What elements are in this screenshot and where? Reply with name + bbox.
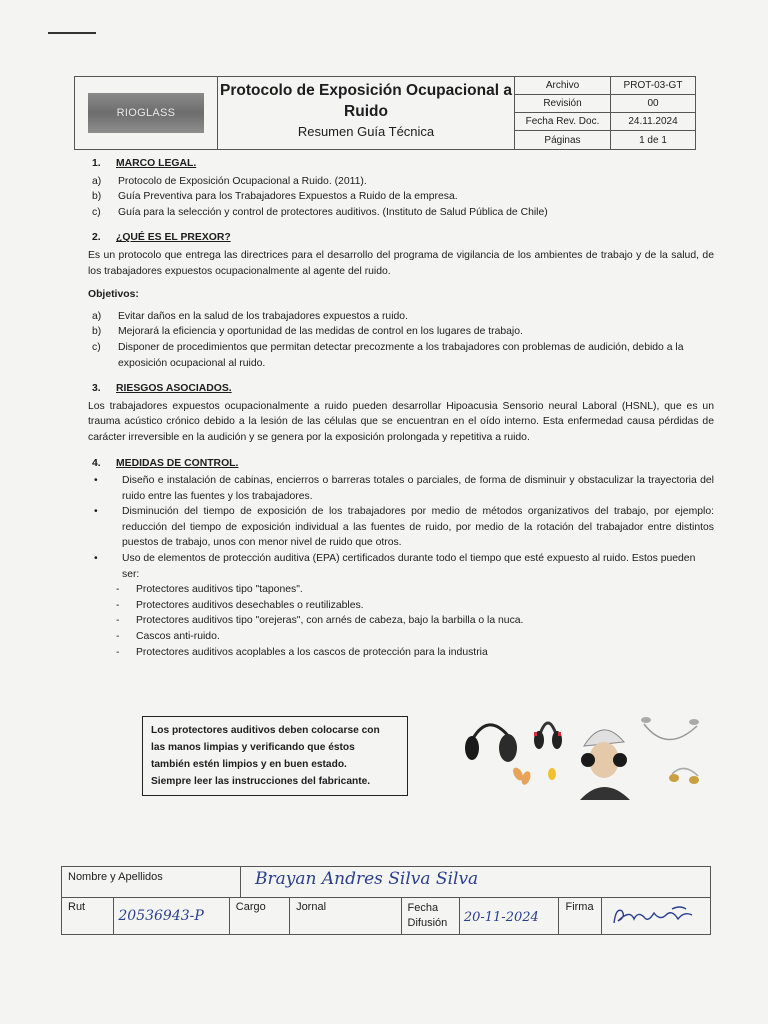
section-title: RIESGOS ASOCIADOS. — [116, 383, 232, 395]
meta-label-paginas: Páginas — [515, 131, 611, 149]
acknowledgement-form — [61, 866, 711, 935]
rut-field[interactable] — [114, 898, 229, 934]
top-mark-line — [48, 32, 96, 34]
meta-label-revision: Revisión — [515, 95, 611, 113]
fecha-label: Fecha Difusión — [402, 898, 460, 934]
name-handwritten: Brayan Andres Silva Silva — [255, 869, 479, 889]
document-meta-table — [515, 77, 695, 149]
list-item: b) Mejorará la eficiencia y oportunidad de las medidas de control en los lugares de trabajo. — [92, 326, 523, 338]
meta-label-archivo: Archivo — [515, 77, 611, 95]
section-paragraph: Los trabajadores expuestos ocupacionalmente a ruido pueden desarrollar Hipoacusia Sensorio neural Laboral (HSNL), que es un trauma acústico crónico debido a la lesión de las células que se encuentran en el oído interno. Esta enfermedad causa pérdidas de carácter irreversible en la audición y se genera por la exposición prolongada y repetitiva a ruido. — [88, 400, 714, 443]
list-item: c) Guía para la selección y control de protectores auditivos. (Instituto de Salud Pública de Chile) — [92, 206, 548, 218]
sub-list-item: - Protectores auditivos desechables o reutilizables. — [116, 599, 364, 611]
list-item: a) Protocolo de Exposición Ocupacional a Ruido. (2011). — [92, 175, 367, 187]
meta-value-archivo: PROT-03-GT — [611, 77, 695, 95]
company-logo: RIOGLASS — [88, 93, 204, 133]
corded-earplugs-icon — [641, 717, 699, 784]
bullet-item: • Uso de elementos de protección auditiva (EPA) certificados durante todo el tiempo que esté expuesto al ruido. Estos pueden ser: — [88, 551, 714, 582]
meta-label-fecha: Fecha Rev. Doc. — [515, 113, 611, 131]
bullet-item: • Diseño e instalación de cabinas, encierros o barreras totales o parciales, de forma de disminuir y obstaculizar la trayectoria del ruido entre las fuentes y los trabajadores. — [88, 473, 714, 504]
cargo-label: Cargo — [230, 898, 290, 934]
section-number: 3. — [92, 383, 101, 395]
section-title: ¿QUÉ ES EL PREXOR? — [116, 232, 231, 244]
section-title: MEDIDAS DE CONTROL. — [116, 457, 239, 469]
earplugs-icon — [511, 766, 556, 786]
firma-label: Firma — [559, 898, 602, 934]
objetivos-heading: Objetivos: — [88, 289, 139, 301]
rut-label: Rut — [62, 898, 114, 934]
bullet-icon: • — [94, 475, 98, 487]
section-medidas-control — [88, 456, 714, 661]
hearing-protection-illustrations — [462, 704, 712, 800]
bullet-item: • Disminución del tiempo de exposición de los trabajadores por medio de métodos organizativos del trabajo, por ejemplo: reducción del tiempo de exposición individual a las fuentes de ruido, por medio de la rotación del trabajador entre distintos puestos de trabajo, unos con menor nivel de ruido que otros. — [88, 504, 714, 551]
sub-list-item: - Protectores auditivos acoplables a los cascos de protección para la industria — [116, 646, 488, 658]
rut-handwritten: 20536943-P — [118, 908, 204, 924]
list-item: a) Evitar daños en la salud de los trabajadores expuestos a ruido. — [92, 310, 408, 322]
document-body — [88, 156, 714, 670]
worker-with-helmet-icon — [580, 730, 630, 800]
section-number: 1. — [92, 158, 101, 169]
meta-value-fecha: 24.11.2024 — [611, 113, 695, 131]
earmuffs-icon — [465, 725, 517, 762]
section-number: 4. — [92, 457, 101, 469]
signature-field[interactable] — [602, 898, 710, 934]
document-header — [74, 76, 696, 150]
sub-list-item: - Protectores auditivos tipo "orejeras", con arnés de cabeza, bajo la barbilla o la nuca. — [116, 615, 524, 627]
safety-note-box: Los protectores auditivos deben colocarse con las manos limpias y verificando que éstos también estén limpios y en buen estado. Siempre leer las instrucciones del fabricante. — [142, 716, 408, 796]
meta-value-paginas: 1 de 1 — [639, 134, 667, 146]
section-number: 2. — [92, 232, 101, 244]
section-marco-legal — [88, 156, 714, 220]
cargo-field[interactable]: Jornal — [290, 898, 401, 934]
sub-list-item: - Protectores auditivos tipo "tapones". — [116, 584, 303, 596]
bullet-icon: • — [94, 553, 98, 565]
helmet-earmuffs-icon — [534, 723, 562, 749]
bullet-icon: • — [94, 506, 98, 518]
name-label: Nombre y Apellidos — [62, 867, 241, 897]
section-title: MARCO LEGAL. — [116, 158, 197, 169]
document-title: Protocolo de Exposición Ocupacional a Ruido — [220, 82, 512, 120]
document-subtitle: Resumen Guía Técnica — [297, 124, 435, 139]
fecha-handwritten: 20-11-2024 — [463, 910, 539, 925]
section-riesgos — [88, 381, 714, 445]
name-field[interactable] — [241, 867, 710, 897]
meta-value-revision: 00 — [611, 95, 695, 113]
list-item: c) Disponer de procedimientos que permitan detectar precozmente a los trabajadores con problemas de audición, debido a la exposición ocupacional al ruido. — [92, 341, 684, 369]
section-paragraph: Es un protocolo que entrega las directrices para el desarrollo del programa de vigilancia de los ambientes de trabajo y de la salud, de los trabajadores expuestos ocupacionalmente al agente del ruido. — [88, 249, 714, 277]
fecha-field[interactable] — [460, 898, 560, 934]
section-que-es-prexor — [88, 230, 714, 371]
list-item: b) Guía Preventiva para los Trabajadores Expuestos a Ruido de la empresa. — [92, 191, 458, 203]
signature-icon — [608, 901, 704, 931]
sub-list-item: - Cascos anti-ruido. — [116, 631, 220, 643]
